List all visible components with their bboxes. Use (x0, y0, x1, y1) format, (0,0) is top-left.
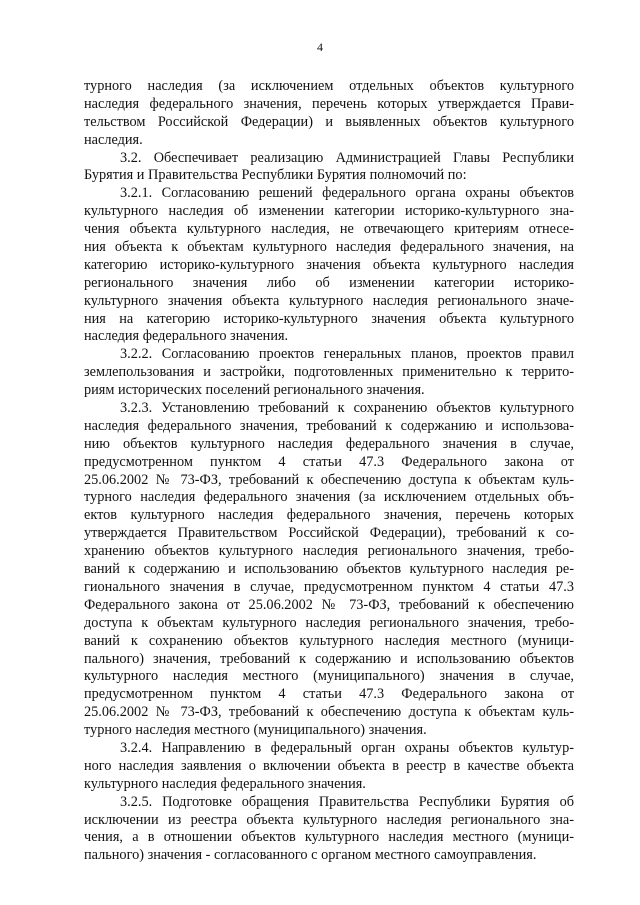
text-line: риям исторических поселений регионального значения. (84, 382, 425, 399)
text-line: ного наследия заявления о включении объекта в реестр в качестве объекта (84, 757, 574, 774)
page-number: 4 (317, 40, 323, 54)
text-line: ваний к сохранению объектов культурного наследия местного (муници- (84, 632, 574, 649)
text-line: культурного значения объекта культурного наследия регионального значе- (84, 292, 574, 309)
text-line: 25.06.2002 № 73-ФЗ, требований к обеспечению доступа к объектам куль- (84, 704, 574, 721)
text-line: пального) значения, требований к содержанию и использованию объектов (84, 650, 574, 667)
text-line: исключении из реестра объекта культурного наследия регионального зна- (84, 811, 574, 828)
text-line: утверждается Правительством Российской Федерации), требований к со- (84, 525, 574, 542)
text-line: ния на категорию историко-культурного значения объекта культурного (84, 310, 574, 327)
text-line: 3.2.2. Согласованию проектов генеральных планов, проектов правил (120, 346, 574, 363)
text-line: предусмотренном пунктом 4 статьи 47.3 Федерального закона от (84, 686, 574, 703)
text-line: нию объектов культурного наследия федерального значения в случае, (84, 435, 574, 452)
text-line: 25.06.2002 № 73-ФЗ, требований к обеспечению доступа к объектам куль- (84, 471, 574, 488)
text-line: ектов культурного наследия федерального значения, перечень которых (84, 507, 574, 524)
text-line: землепользования и застройки, подготовленных применительно к террито- (84, 364, 574, 381)
text-line: предусмотренном пунктом 4 статьи 47.3 Федерального закона от (84, 453, 574, 470)
document-body (84, 78, 574, 865)
text-line: наследия федерального значения, требований к содержанию и использова- (84, 417, 574, 434)
text-line: турного наследия (за исключением отдельных объектов культурного (84, 78, 574, 94)
text-line: ния объекта к объектам культурного наследия федерального значения, на (84, 239, 574, 256)
text-line: турного наследия местного (муниципального) значения. (84, 722, 427, 739)
text-line: категорию историко-культурного значения объекта культурного наследия (84, 256, 574, 273)
text-line: 3.2.3. Установлению требований к сохранению объектов культурного (120, 400, 574, 417)
text-line: культурного наследия об изменении категории историко-культурного зна- (84, 203, 574, 220)
text-line: наследия федерального значения. (84, 328, 289, 345)
text-line: 3.2.5. Подготовке обращения Правительства Республики Бурятия об (120, 793, 574, 810)
text-line: гионального значения в случае, предусмотренном пунктом 4 статьи 47.3 (84, 578, 574, 595)
text-line: Бурятия и Правительства Республики Бурятия полномочий по: (84, 167, 467, 184)
text-line: пального) значения - согласованного с органом местного самоуправления. (84, 847, 537, 864)
text-line: культурного наследия местного (муниципального) значения в случае, (84, 668, 574, 685)
text-line: 3.2.4. Направлению в федеральный орган охраны объектов культур- (120, 739, 574, 756)
text-line: культурного наследия федерального значения. (84, 775, 366, 792)
text-line: доступа к объектам культурного наследия регионального значения, требо- (84, 614, 574, 631)
text-line: тельством Российской Федерации) и выявленных объектов культурного (84, 113, 574, 130)
text-line: наследия федерального значения, перечень которых утверждается Прави- (84, 95, 574, 112)
text-line: 3.2. Обеспечивает реализацию Администрацией Главы Республики (120, 149, 574, 166)
text-line: 3.2.1. Согласованию решений федерального органа охраны объектов (120, 185, 574, 202)
text-line: регионального значения либо об изменении категории историко- (84, 274, 574, 291)
text-line: Федерального закона от 25.06.2002 № 73-ФЗ, требований к обеспечению (84, 596, 574, 613)
text-line: хранению объектов культурного наследия регионального значения, требо- (84, 543, 574, 560)
text-line: турного наследия федерального значения (за исключением отдельных объ- (84, 489, 574, 506)
text-line: чения объекта культурного наследия, не отвечающего критериям отнесе- (84, 221, 574, 238)
text-line: ваний к содержанию и использованию объектов культурного наследия ре- (84, 561, 574, 578)
text-line: наследия. (84, 131, 143, 148)
text-line: чения, а в отношении объектов культурного наследия местного (муници- (84, 829, 574, 846)
